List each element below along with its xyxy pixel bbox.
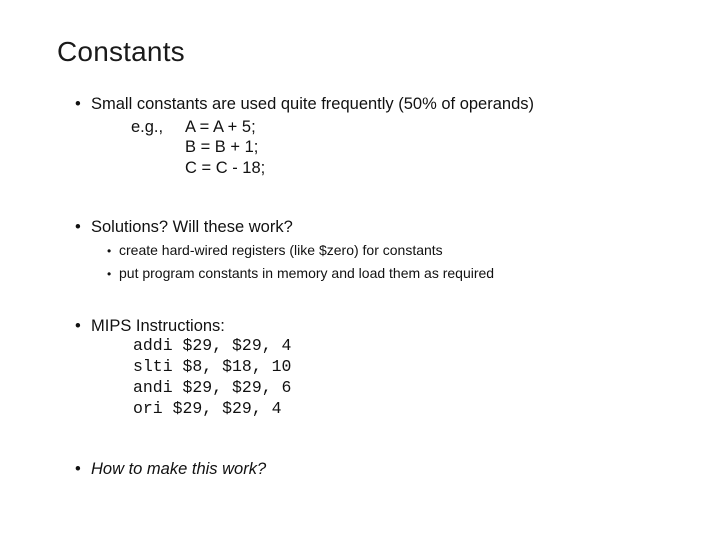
slide-title: Constants [57, 36, 185, 67]
example-line: C = C - 18; [185, 159, 266, 177]
bullet-dot: • [75, 95, 81, 113]
bullet-text: MIPS Instructions: [91, 317, 225, 335]
sub-bullet-text: put program constants in memory and load them as required [119, 265, 495, 281]
example-line: B = B + 1; [185, 138, 259, 156]
code-line: andi $29, $29, 6 [133, 378, 292, 397]
bullet-text: Solutions? Will these work? [91, 218, 293, 236]
bullet-dot: • [75, 317, 81, 335]
bullet-text: How to make this work? [91, 460, 267, 478]
example-prefix: e.g., [131, 118, 164, 136]
bullet-text: Small constants are used quite frequently (50% of operands) [91, 95, 535, 113]
code-line: addi $29, $29, 4 [133, 336, 292, 355]
bullet-small-constants [75, 93, 534, 115]
code-line: ori $29, $29, 4 [133, 399, 282, 418]
bullet-dot: • [75, 460, 81, 478]
code-line: slti $8, $18, 10 [133, 357, 292, 376]
sub-bullet-text: create hard-wired registers (like $zero) for constants [119, 242, 443, 258]
example-line: A = A + 5; [185, 118, 256, 136]
bullet-mips-instructions [75, 315, 225, 337]
bullet-solutions [75, 216, 293, 238]
sub-bullet-dot: • [107, 267, 112, 281]
sub-bullet-hardwired-registers [107, 240, 443, 261]
bullet-dot: • [75, 218, 81, 236]
sub-bullet-dot: • [107, 244, 112, 258]
bullet-how-to-make-work [75, 458, 266, 480]
sub-bullet-memory-constants [107, 263, 494, 284]
